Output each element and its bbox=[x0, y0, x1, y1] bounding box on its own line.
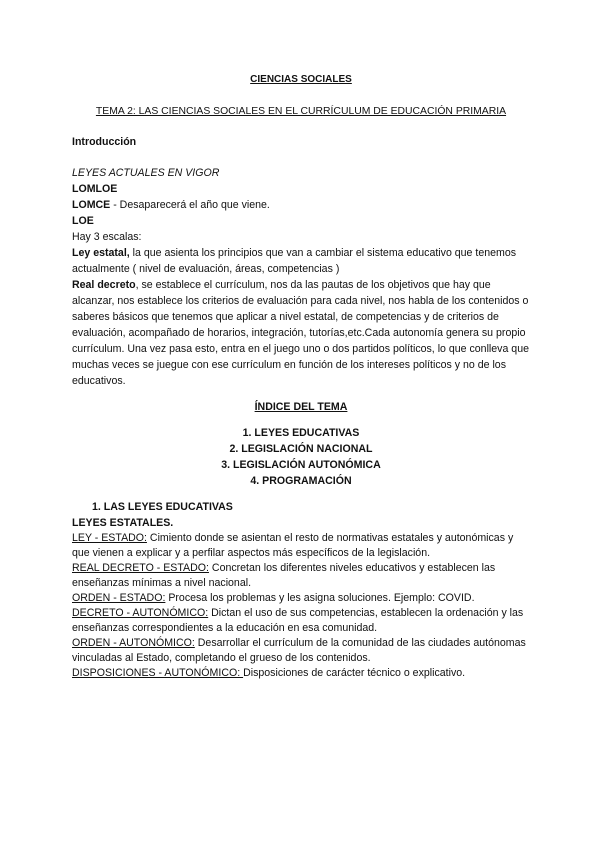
law-entry-label: REAL DECRETO - ESTADO: bbox=[72, 562, 209, 574]
law-lomce-label: LOMCE bbox=[72, 199, 111, 211]
law-entry-text: Procesa los problemas y les asigna soluciones. Ejemplo: COVID. bbox=[165, 592, 475, 604]
law-entry-decreto-autonomico bbox=[72, 606, 530, 636]
index-item: 4. PROGRAMACIÓN bbox=[250, 475, 352, 487]
index-list bbox=[72, 425, 530, 489]
law-entry-text: Cimiento donde se asientan el resto de normativas estatales y autonómicas y que vienen a explicar y a perfilar aspectos más específicos de la legislación. bbox=[72, 532, 514, 559]
law-lomloe: LOMLOE bbox=[72, 183, 118, 195]
index-title: ÍNDICE DEL TEMA bbox=[254, 401, 348, 413]
law-entry-text: Disposiciones de carácter técnico o explicativo. bbox=[243, 667, 466, 679]
real-decreto-paragraph bbox=[72, 277, 530, 389]
section-heading: 1. LAS LEYES EDUCATIVAS bbox=[92, 501, 233, 513]
topic-title: TEMA 2: LAS CIENCIAS SOCIALES EN EL CURRÍCULUM DE EDUCACIÓN PRIMARIA bbox=[95, 106, 507, 117]
law-entry-disposiciones-autonomico bbox=[72, 666, 530, 681]
law-entry-label: DECRETO - AUTONÓMICO: bbox=[72, 607, 209, 619]
intro-heading: Introducción bbox=[72, 136, 137, 148]
law-entry-text: Concretan los diferentes niveles educativos y establecen las enseñanzas mínimas a nivel nacional. bbox=[72, 562, 496, 589]
law-entry-orden-estado bbox=[72, 591, 530, 606]
index-item: 1. LEYES EDUCATIVAS bbox=[242, 427, 360, 439]
law-entry-text: Desarrollar el currículum de la comunidad de las ciudades autónomas vinculadas al Estado, completando el grueso de los contenidos. bbox=[72, 637, 526, 664]
law-entry-ley-estado bbox=[72, 531, 530, 561]
ley-estatal-paragraph bbox=[72, 245, 530, 277]
scales-intro: Hay 3 escalas: bbox=[72, 231, 142, 243]
law-entry-label: DISPOSICIONES - AUTONÓMICO: bbox=[72, 667, 244, 679]
index-item: 3. LEGISLACIÓN AUTONÓMICA bbox=[221, 459, 381, 471]
ley-estatal-label: Ley estatal, bbox=[72, 247, 130, 259]
law-entry-label: ORDEN - ESTADO: bbox=[72, 592, 166, 604]
index-item: 2. LEGISLACIÓN NACIONAL bbox=[229, 443, 373, 455]
law-loe: LOE bbox=[72, 215, 94, 227]
document-title: CIENCIAS SOCIALES bbox=[250, 74, 352, 85]
law-lomce bbox=[72, 197, 530, 213]
real-decreto-label: Real decreto bbox=[72, 279, 136, 291]
document-body bbox=[72, 72, 530, 681]
laws-heading: LEYES ACTUALES EN VIGOR bbox=[72, 167, 220, 179]
real-decreto-text: , se establece el currículum, nos da las pautas de los objetivos que hay que alcanzar, nos establece los criterios de evaluación para cada nivel, nos habla de los contenidos o saberes básicos que tenemos que aplicar a nivel estatal, de competencias y de criterios de evaluación, acompañado de horarios, integración, tutorías,etc.Cada autonomía genera su propio currículum. Una vez pasa esto, entra en el juego uno o dos partidos políticos, lo que conlleva que muchas veces se juegue con ese currículum en función de los intereses políticos y no de los educativos. bbox=[72, 279, 529, 387]
law-entry-text: Dictan el uso de sus competencias, establecen la ordenación y las enseñanzas correspondientes a la educación en esa comunidad. bbox=[72, 607, 524, 634]
law-entry-label: LEY - ESTADO: bbox=[72, 532, 147, 544]
law-lomce-text: - Desaparecerá el año que viene. bbox=[110, 199, 270, 211]
law-entry-real-decreto-estado bbox=[72, 561, 530, 591]
ley-estatal-text: la que asienta los principios que van a cambiar el sistema educativo que tenemos actualmente ( nivel de evaluación, áreas, competencias ) bbox=[72, 247, 517, 275]
section-subheading: LEYES ESTATALES. bbox=[72, 517, 174, 529]
law-entry-label: ORDEN - AUTONÓMICO: bbox=[72, 637, 195, 649]
law-entry-orden-autonomico bbox=[72, 636, 530, 666]
